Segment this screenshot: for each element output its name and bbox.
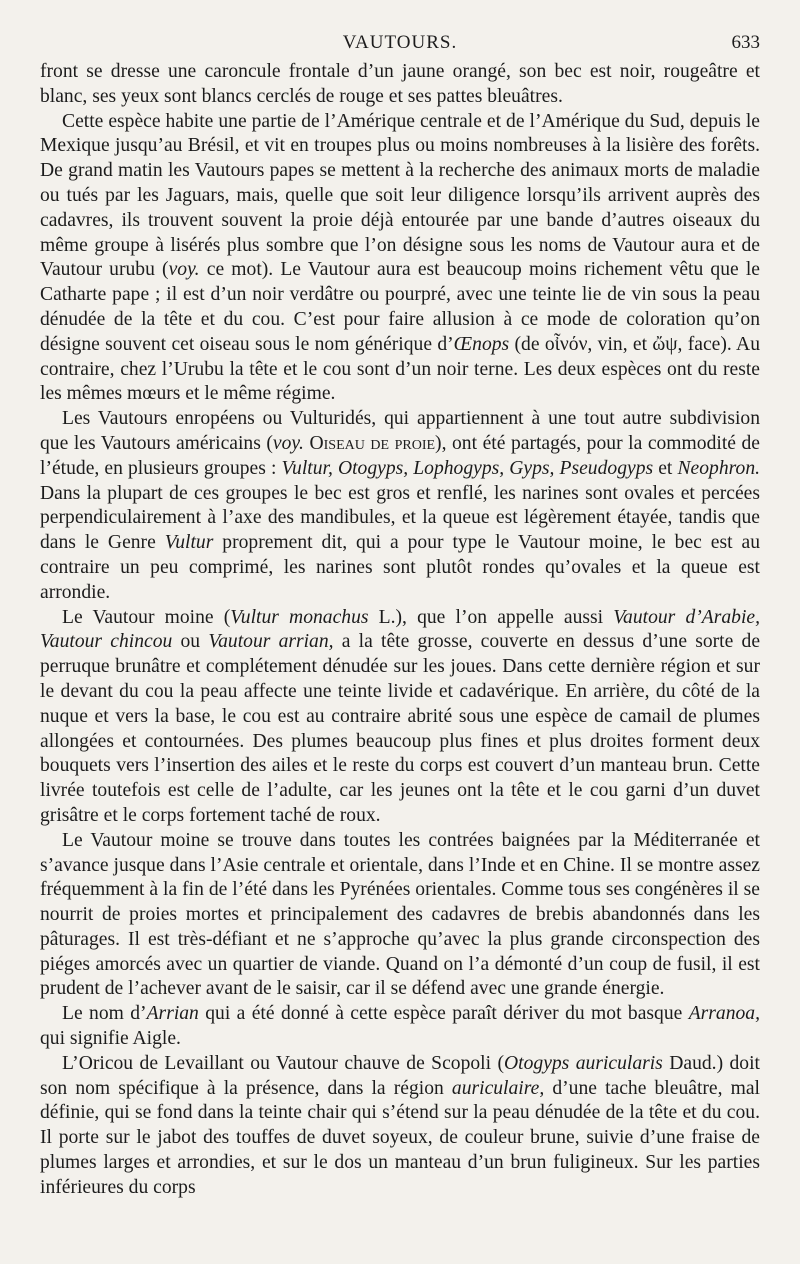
paragraph: [40, 407, 760, 605]
text-run: front se dresse une caroncule frontale d’un jaune orangé, son bec est noir, rougeâtre et blanc, ses yeux sont blancs cerclés de rouge et ses pattes bleuâtres.: [40, 61, 760, 107]
text-run: Cette espèce habite une partie de l’Amérique centrale et de l’Amérique du Sud, depuis le Mexique jusqu’au Brésil, et vit en troupes plus ou moins nombreuses à la lisière des forêts. De grand matin les Vautours papes se mettent à la recherche des animaux morts de maladie ou tués par les Jaguars, mais, quelle que soit leur diligence lorsqu’ils arrivent auprès des cadavres, ils trouvent souvent la proie déjà entourée par une bande d’autres oiseaux du même groupe à lisérés plus sombre que l’on désigne sous les noms de Vautour aura et de Vautour urubu (: [40, 110, 760, 281]
text-run: ), ont été partagés, pour la commodité de l’étude, en plusieurs groupes :: [40, 432, 761, 479]
italic-text: Vultur: [164, 532, 214, 554]
italic-text: Otogyps auricularis: [504, 1052, 663, 1074]
page-number: 633: [731, 32, 760, 53]
text-run: Dans la plupart de ces groupes le bec est gros et renflé, les narines sont ovales et percées perpendiculairement à l’axe des mandibules, et la queue est légèrement étayée, tandis que dans le Genre: [40, 482, 760, 554]
text-run: Les Vautours enropéens ou Vulturidés, qui appartiennent à une tout autre subdivision que les Vautours américains (: [40, 408, 760, 454]
text-run: Le Vautour moine (: [62, 606, 231, 628]
italic-text: Vultur, Otogyps, Lophogyps, Gyps, Pseudogyps: [281, 457, 654, 479]
italic-text: voy.: [272, 432, 304, 454]
text-run: ce mot). Le Vautour aura est beaucoup moins richement vêtu que le Catharte pape ; il est d’un noir verdâtre ou pourpré, avec une teinte lie de vin sous la peau dénudée de la tête et du cou. C’est pour faire allusion à ce mode de coloration qu’on désigne souvent cet oiseau sous le nom générique d’: [40, 259, 760, 355]
text-run: qui a été donné à cette espèce paraît dériver du mot basque: [198, 1003, 689, 1025]
paragraph: [40, 829, 760, 1003]
text-run: proprement dit, qui a pour type le Vautour moine, le bec est au contraire un peu comprimé, les narines sont plutôt rondes qu’ovales et la queue est arrondie.: [40, 532, 760, 603]
italic-text: Neophron.: [677, 457, 761, 479]
italic-text: auriculaire,: [451, 1077, 545, 1099]
text-run: Le nom d’: [62, 1003, 147, 1025]
italic-text: Arranoa,: [688, 1003, 760, 1025]
text-run: Le Vautour moine se trouve dans toutes les contrées baignées par la Méditerranée et s’avance jusque dans l’Asie centrale et orientale, dans l’Inde et en Chine. Il se montre assez fréquemment à la fin de l’été dans les Pyrénées orientales. Comme tous ses congénères il se nourrit de proies mortes et principalement des cadavres de brebis abandonnés dans les pâturages. Il est très-défiant et ne s’approche qu’avec la plus grande circonspection des piéges amorcés avec un quartier de viande. Quand on l’a démonté d’un coup de fusil, il est prudent de l’achever avant de le saisir, car il se défend avec une grande énergie.: [40, 829, 760, 1000]
italic-text: Œnops: [453, 333, 510, 355]
paragraph: [40, 1052, 760, 1201]
text-run: L’Oricou de Levaillant ou Vautour chauve de Scopoli (: [62, 1052, 504, 1074]
text-run: ou: [172, 631, 209, 653]
text-run: qui signifie Aigle.: [40, 1028, 181, 1050]
text-run: L.), que l’on appelle aussi: [368, 606, 614, 628]
paragraph: [40, 606, 760, 829]
paragraph: [40, 60, 760, 110]
running-title: VAUTOURS.: [342, 32, 458, 53]
paragraph: [40, 1002, 760, 1052]
italic-text: Arrian: [146, 1003, 199, 1025]
text-run: d’une tache bleuâtre, mal définie, qui se fond dans la teinte chair qui s’étend sur la peau dénudée de la tête et du cou. Il porte sur le jabot des touffes de duvet soyeux, de couleur brune, suivie d’une fraise de plumes larges et arrondies, et sur le dos un manteau d’un brun fuligineux. Sur les parties inférieures du corps: [40, 1077, 760, 1198]
text-run: Daud.) doit son nom spécifique à la présence, dans la région: [40, 1052, 760, 1099]
paragraph: [40, 110, 760, 408]
text-run: a la tête grosse, couverte en dessus d’une sorte de perruque brunâtre et complétement dénudée sur les joues. Dans cette dernière région et sur le devant du cou la peau affecte une teinte livide et cadavérique. En arrière, du côté de la nuque et vers la base, le cou est au contraire abrité sous une espèce de camail de plumes allongées et contournées. Des plumes beaucoup plus fines et plus droites forment deux bouquets vers l’insertion des ailes et le reste du corps est couvert d’un manteau brun. Cette livrée toutefois est celle de l’adulte, car les jeunes ont la tête et le cou garni d’un duvet grisâtre et le corps fortement taché de roux.: [40, 631, 761, 826]
italic-text: Vultur monachus: [230, 606, 369, 628]
body-text: [40, 60, 760, 1201]
italic-text: Vautour d’Arabie, Vautour chincou: [40, 606, 760, 653]
italic-text: voy.: [168, 259, 200, 281]
page-header: [40, 26, 760, 60]
text-run: et: [653, 457, 678, 479]
italic-text: Vautour arrian,: [208, 631, 334, 653]
text-run: (de οἶνόν, vin, et ὤψ, face). Au contraire, chez l’Urubu la tête et le cou sont d’un noir terne. Les deux espèces ont du reste les mêmes mœurs et le même régime.: [40, 333, 760, 405]
small-caps-text: Oiseau de proie: [309, 432, 436, 454]
